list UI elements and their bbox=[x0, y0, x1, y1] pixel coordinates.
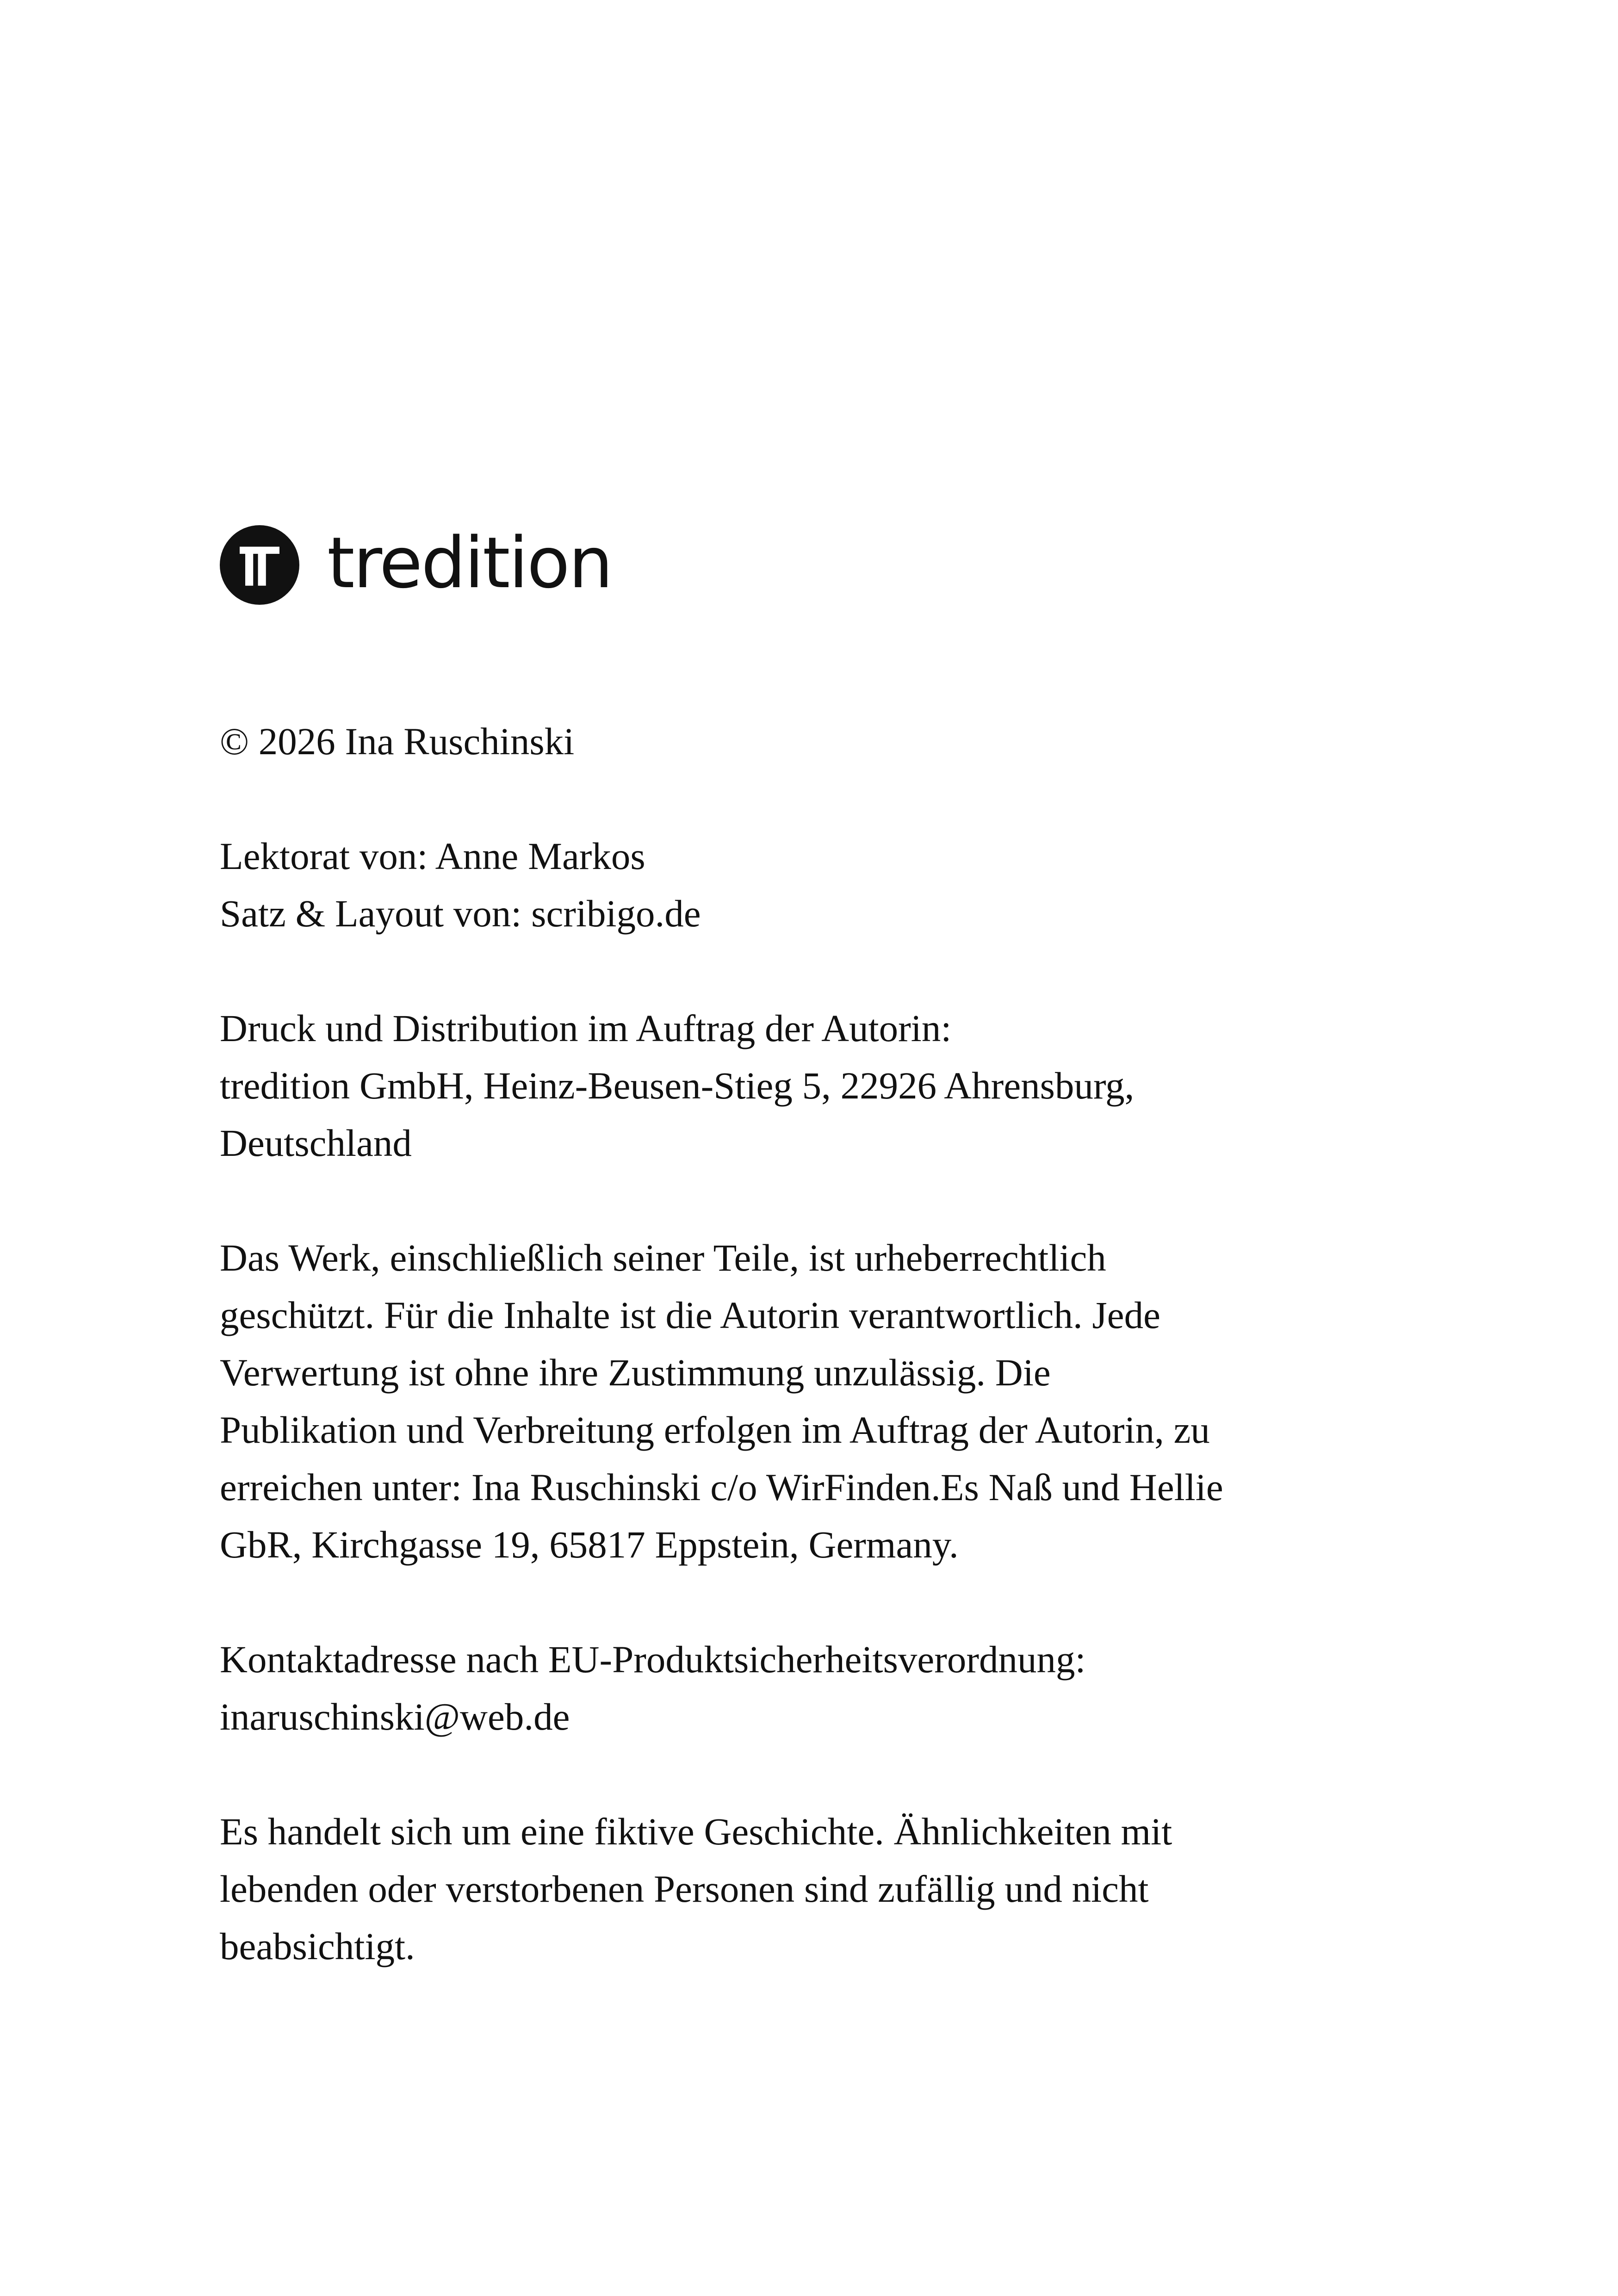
credits-block bbox=[220, 827, 1404, 942]
copyright-notice bbox=[220, 713, 1404, 770]
contact-line: Kontaktadresse nach EU-Produktsicherheitsverordnung: bbox=[220, 1638, 1086, 1681]
rights-line: Publikation und Verbreitung erfolgen im Auftrag der Autorin, zu bbox=[220, 1409, 1210, 1451]
rights-line: geschützt. Für die Inhalte ist die Autorin verantwortlich. Jede bbox=[220, 1294, 1160, 1336]
printing-line: tredition GmbH, Heinz-Beusen-Stieg 5, 22926 Ahrensburg, bbox=[220, 1064, 1134, 1107]
rights-line: Verwertung ist ohne ihre Zustimmung unzulässig. Die bbox=[220, 1351, 1051, 1394]
contact-email: inaruschinski@web.de bbox=[220, 1695, 570, 1738]
disclaimer-line: lebenden oder verstorbenen Personen sind zufällig und nicht bbox=[220, 1868, 1149, 1910]
printing-line: Druck und Distribution im Auftrag der Autorin: bbox=[220, 1007, 952, 1049]
disclaimer-line: beabsichtigt. bbox=[220, 1925, 415, 1967]
editor-credit: Lektorat von: Anne Markos bbox=[220, 835, 645, 877]
layout-credit: Satz & Layout von: scribigo.de bbox=[220, 892, 701, 935]
logo-wordmark: tredition bbox=[327, 522, 612, 604]
tredition-logo-icon bbox=[220, 525, 299, 605]
publisher-logo bbox=[220, 522, 612, 605]
disclaimer-block bbox=[220, 1803, 1404, 1975]
contact-block bbox=[220, 1631, 1404, 1745]
rights-line: GbR, Kirchgasse 19, 65817 Eppstein, Germany. bbox=[220, 1523, 959, 1566]
rights-line: erreichen unter: Ina Ruschinski c/o WirFinden.Es Naß und Hellie bbox=[220, 1466, 1223, 1508]
rights-block bbox=[220, 1229, 1404, 1573]
printing-block bbox=[220, 999, 1404, 1172]
disclaimer-line: Es handelt sich um eine fiktive Geschichte. Ähnlichkeiten mit bbox=[220, 1810, 1172, 1853]
copyright-line: © 2026 Ina Ruschinski bbox=[220, 720, 575, 763]
rights-line: Das Werk, einschließlich seiner Teile, ist urheberrechtlich bbox=[220, 1236, 1106, 1279]
imprint-text bbox=[220, 713, 1404, 2032]
printing-line: Deutschland bbox=[220, 1122, 412, 1164]
